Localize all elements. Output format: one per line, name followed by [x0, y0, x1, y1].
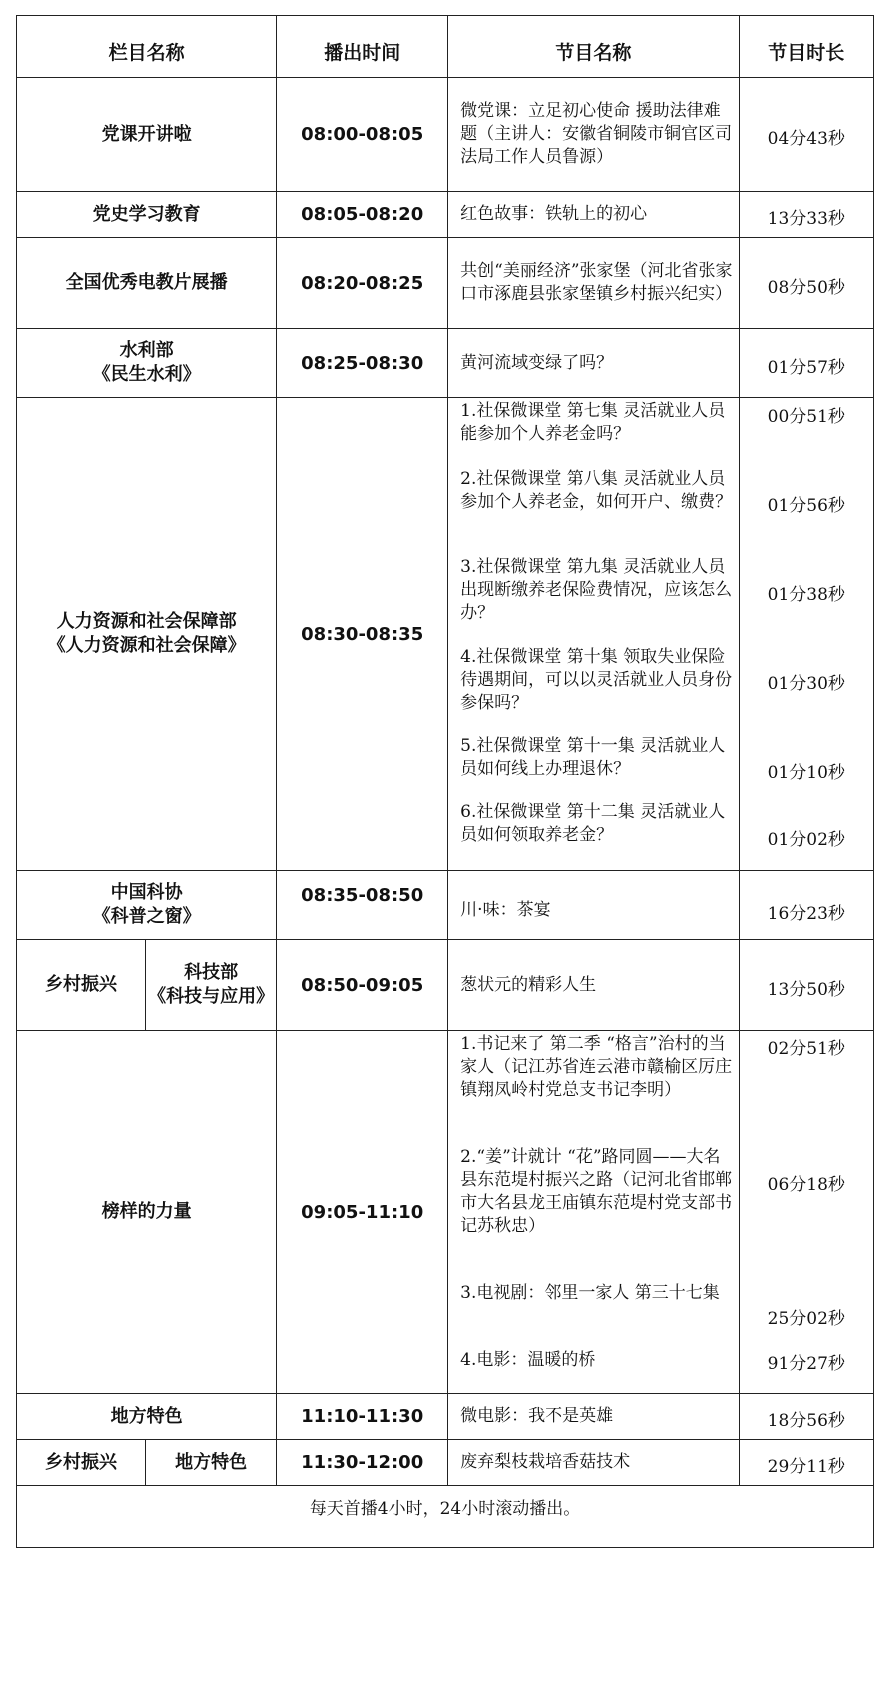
category-cell	[17, 871, 277, 940]
category-cell: 地方特色	[17, 1394, 277, 1440]
duration-item: 01分02秒	[767, 830, 845, 850]
duration-cell: 08分50秒	[739, 238, 873, 329]
program-cell: 微电影：我不是英雄	[448, 1394, 739, 1440]
program-cell: 川·味：茶宴	[448, 871, 739, 940]
category-cell: 榜样的力量	[17, 1031, 277, 1394]
duration-item: 01分38秒	[767, 585, 845, 605]
table-row	[17, 1440, 874, 1486]
category-cell	[17, 398, 277, 871]
category-cell: 党课开讲啦	[17, 78, 277, 192]
subcategory-cell: 地方特色	[146, 1440, 277, 1486]
duration-item: 00分51秒	[767, 407, 845, 427]
program-cell: 共创“美丽经济”张家堡（河北省张家口市涿鹿县张家堡镇乡村振兴纪实）	[448, 238, 739, 329]
duration-item: 01分30秒	[767, 674, 845, 694]
header-air-time: 播出时间	[277, 16, 448, 78]
program-cell: 红色故事：铁轨上的初心	[448, 192, 739, 238]
category-line: 中国科协	[110, 882, 183, 903]
duration-cell	[739, 1031, 873, 1394]
category-line: 水利部	[119, 340, 174, 361]
table-row	[17, 398, 874, 871]
duration-cell: 13分33秒	[739, 192, 873, 238]
category-cell: 乡村振兴	[17, 1440, 146, 1486]
category-line: 《科技与应用》	[148, 986, 275, 1007]
program-item: 3.电视剧：邻里一家人 第三十七集	[460, 1283, 720, 1303]
program-item: 2.“姜”计就计 “花”路同圆——大名县东范堤村振兴之路（记河北省邯郸市大名县龙王庙镇东范堤村党支部书记苏秋忠）	[460, 1147, 733, 1236]
program-cell	[448, 398, 739, 871]
program-cell	[448, 1031, 739, 1394]
program-item: 5.社保微课堂 第十一集 灵活就业人员如何线上办理退休？	[460, 736, 726, 779]
time-cell: 11:10-11:30	[277, 1394, 448, 1440]
header-duration: 节目时长	[739, 16, 873, 78]
header-column-name: 栏目名称	[17, 16, 277, 78]
category-cell: 全国优秀电教片展播	[17, 238, 277, 329]
duration-cell: 01分57秒	[739, 329, 873, 398]
time-cell: 09:05-11:10	[277, 1031, 448, 1394]
program-item: 6.社保微课堂 第十二集 灵活就业人员如何领取养老金？	[460, 802, 726, 845]
time-cell: 11:30-12:00	[277, 1440, 448, 1486]
footer-row	[17, 1486, 874, 1548]
table-row	[17, 329, 874, 398]
table-row	[17, 871, 874, 940]
duration-cell: 18分56秒	[739, 1394, 873, 1440]
duration-cell	[739, 398, 873, 871]
footer-note: 每天首播4小时，24小时滚动播出。	[17, 1486, 874, 1548]
table-row	[17, 238, 874, 329]
program-cell: 黄河流域变绿了吗？	[448, 329, 739, 398]
category-line: 科技部	[184, 962, 239, 983]
header-program-name: 节目名称	[448, 16, 739, 78]
duration-item: 01分10秒	[767, 763, 845, 783]
program-cell: 微党课：立足初心使命 援助法律难题（主讲人：安徽省铜陵市铜官区司法局工作人员鲁源）	[448, 78, 739, 192]
time-cell: 08:20-08:25	[277, 238, 448, 329]
time-cell: 08:05-08:20	[277, 192, 448, 238]
table-row	[17, 78, 874, 192]
program-cell: 葱状元的精彩人生	[448, 940, 739, 1031]
subcategory-cell	[146, 940, 277, 1031]
schedule-table	[16, 15, 874, 1548]
category-line: 《人力资源和社会保障》	[47, 635, 246, 656]
duration-cell: 04分43秒	[739, 78, 873, 192]
category-line: 《科普之窗》	[92, 906, 201, 927]
table-row	[17, 1394, 874, 1440]
duration-cell: 16分23秒	[739, 871, 873, 940]
category-cell	[17, 329, 277, 398]
program-item: 1.书记来了 第二季 “格言”治村的当家人（记江苏省连云港市赣榆区厉庄镇翔凤岭村党总支书记李明）	[460, 1034, 733, 1100]
time-cell: 08:50-09:05	[277, 940, 448, 1031]
duration-item: 25分02秒	[767, 1309, 845, 1329]
duration-item: 02分51秒	[767, 1039, 845, 1059]
time-cell: 08:25-08:30	[277, 329, 448, 398]
program-cell: 废弃梨枝栽培香菇技术	[448, 1440, 739, 1486]
category-line: 《民生水利》	[92, 364, 201, 385]
time-cell: 08:35-08:50	[277, 871, 448, 940]
category-cell: 乡村振兴	[17, 940, 146, 1031]
duration-item: 91分27秒	[767, 1354, 845, 1374]
table-row	[17, 1031, 874, 1394]
header-row	[17, 16, 874, 78]
duration-item: 01分56秒	[767, 496, 845, 516]
time-cell: 08:30-08:35	[277, 398, 448, 871]
program-item: 4.电影：温暖的桥	[460, 1350, 596, 1370]
category-line: 人力资源和社会保障部	[56, 611, 237, 632]
duration-cell: 29分11秒	[739, 1440, 873, 1486]
program-item: 2.社保微课堂 第八集 灵活就业人员参加个人养老金，如何开户、缴费？	[460, 469, 733, 512]
table-row	[17, 192, 874, 238]
duration-item: 06分18秒	[767, 1175, 845, 1195]
program-item: 1.社保微课堂 第七集 灵活就业人员能参加个人养老金吗？	[460, 401, 726, 444]
duration-cell: 13分50秒	[739, 940, 873, 1031]
time-cell: 08:00-08:05	[277, 78, 448, 192]
program-item: 4.社保微课堂 第十集 领取失业保险待遇期间，可以以灵活就业人员身份参保吗？	[460, 647, 733, 713]
program-item: 3.社保微课堂 第九集 灵活就业人员出现断缴养老保险费情况，应该怎么办？	[460, 557, 733, 623]
category-cell: 党史学习教育	[17, 192, 277, 238]
table-row	[17, 940, 874, 1031]
